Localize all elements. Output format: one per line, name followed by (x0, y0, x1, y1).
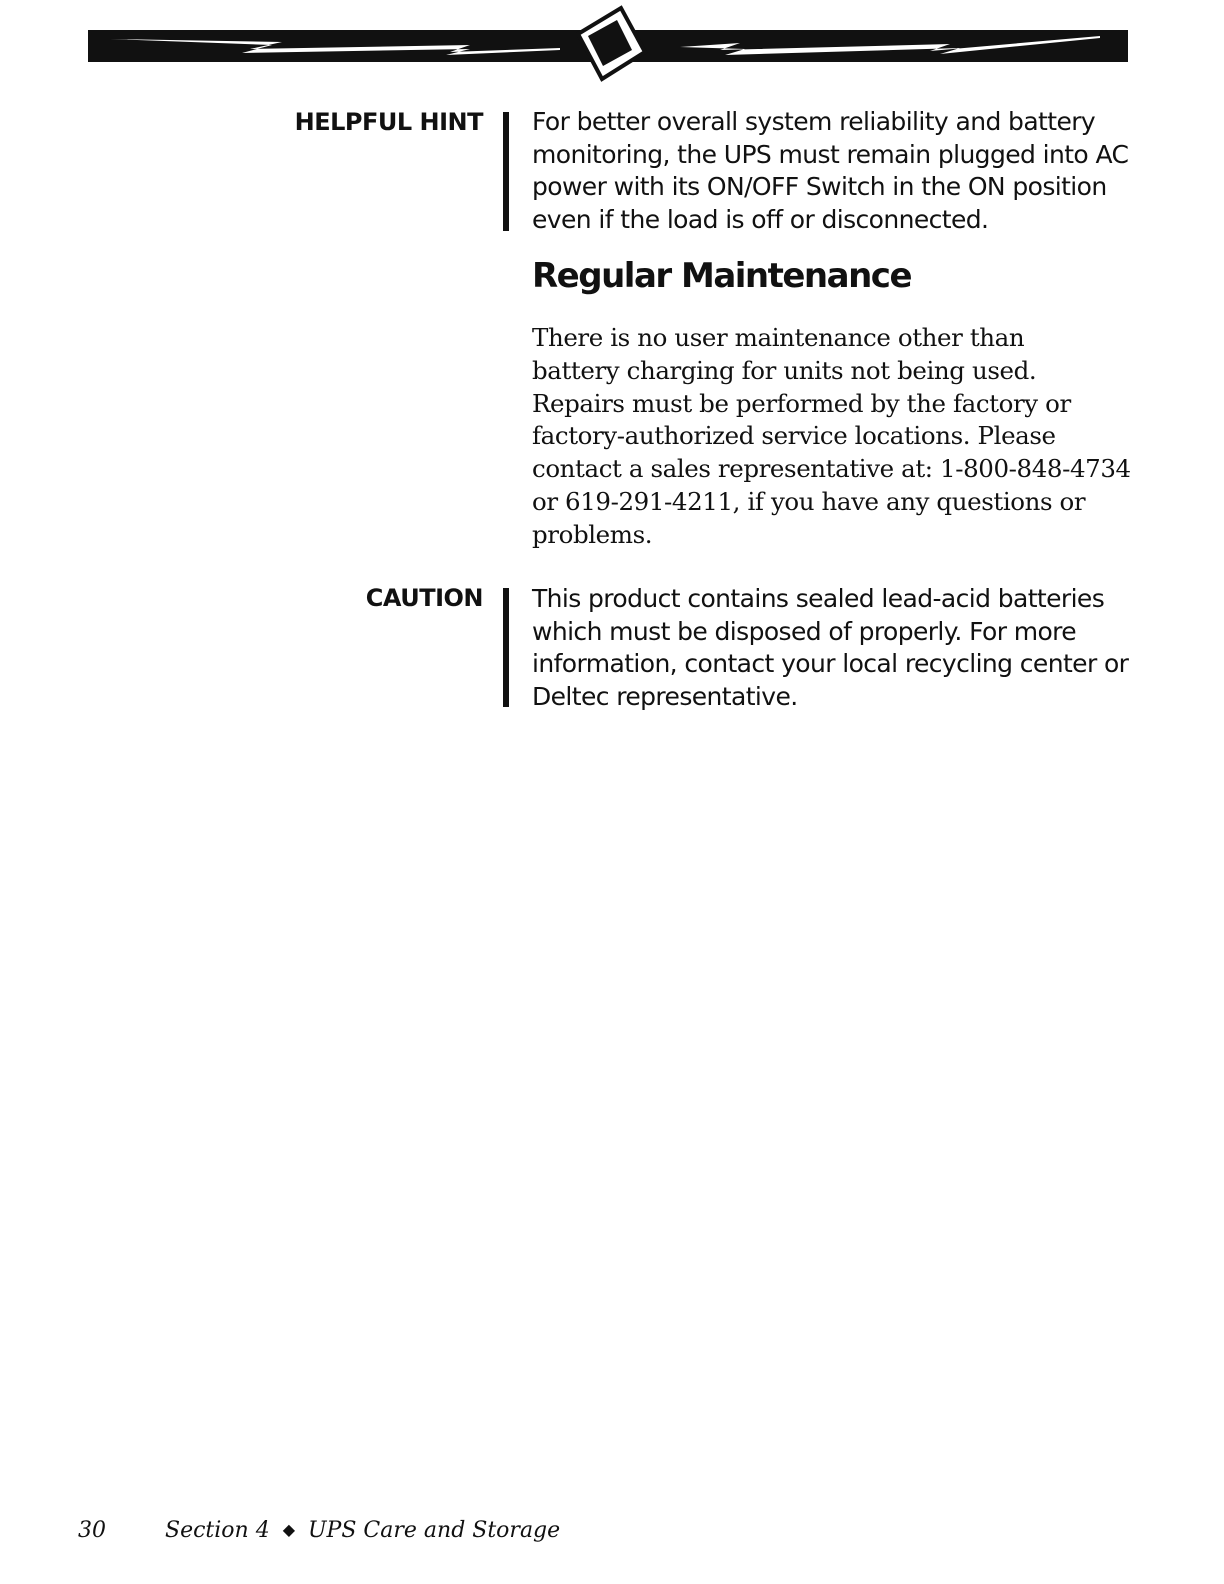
footer-section-number: Section 4 (165, 1518, 270, 1543)
helpful-hint-text (532, 106, 1132, 236)
caution-text (532, 583, 1132, 713)
text-line: Repairs must be performed by the factory or (532, 388, 1071, 418)
section-heading: Regular Maintenance (532, 256, 912, 296)
page-number: 30 (78, 1518, 106, 1543)
footer-section (165, 1518, 560, 1543)
maintenance-paragraph (532, 322, 1132, 552)
text-line: contact a sales representative at: 1-800-848-4734 (532, 454, 1131, 484)
text-line: information, contact your local recycling center or (532, 649, 1129, 678)
helpful-hint-label: HELPFUL HINT (294, 108, 483, 136)
header-banner (0, 0, 1224, 90)
text-line: or 619-291-4211, if you have any questions or (532, 486, 1086, 516)
diamond-separator-icon: ◆ (282, 1520, 296, 1539)
caution-vertical-rule (503, 588, 509, 707)
text-line: There is no user maintenance other than (532, 323, 1025, 352)
text-line: which must be disposed of properly. For more (532, 616, 1077, 646)
text-line: For better overall system reliability and battery (532, 107, 1096, 136)
hint-vertical-rule (503, 112, 509, 231)
text-line: Deltec representative. (532, 681, 798, 711)
text-line: problems. (532, 519, 653, 549)
text-line: This product contains sealed lead-acid batteries (532, 584, 1105, 613)
caution-label: CAUTION (365, 584, 483, 612)
text-line: battery charging for units not being used. (532, 355, 1037, 385)
diamond-icon (578, 8, 645, 79)
footer-section-title: UPS Care and Storage (308, 1518, 561, 1543)
text-line: even if the load is off or disconnected. (532, 204, 989, 234)
text-line: power with its ON/OFF Switch in the ON position (532, 172, 1107, 201)
text-line: monitoring, the UPS must remain plugged into AC (532, 139, 1129, 169)
text-line: factory-authorized service locations. Please (532, 421, 1056, 451)
